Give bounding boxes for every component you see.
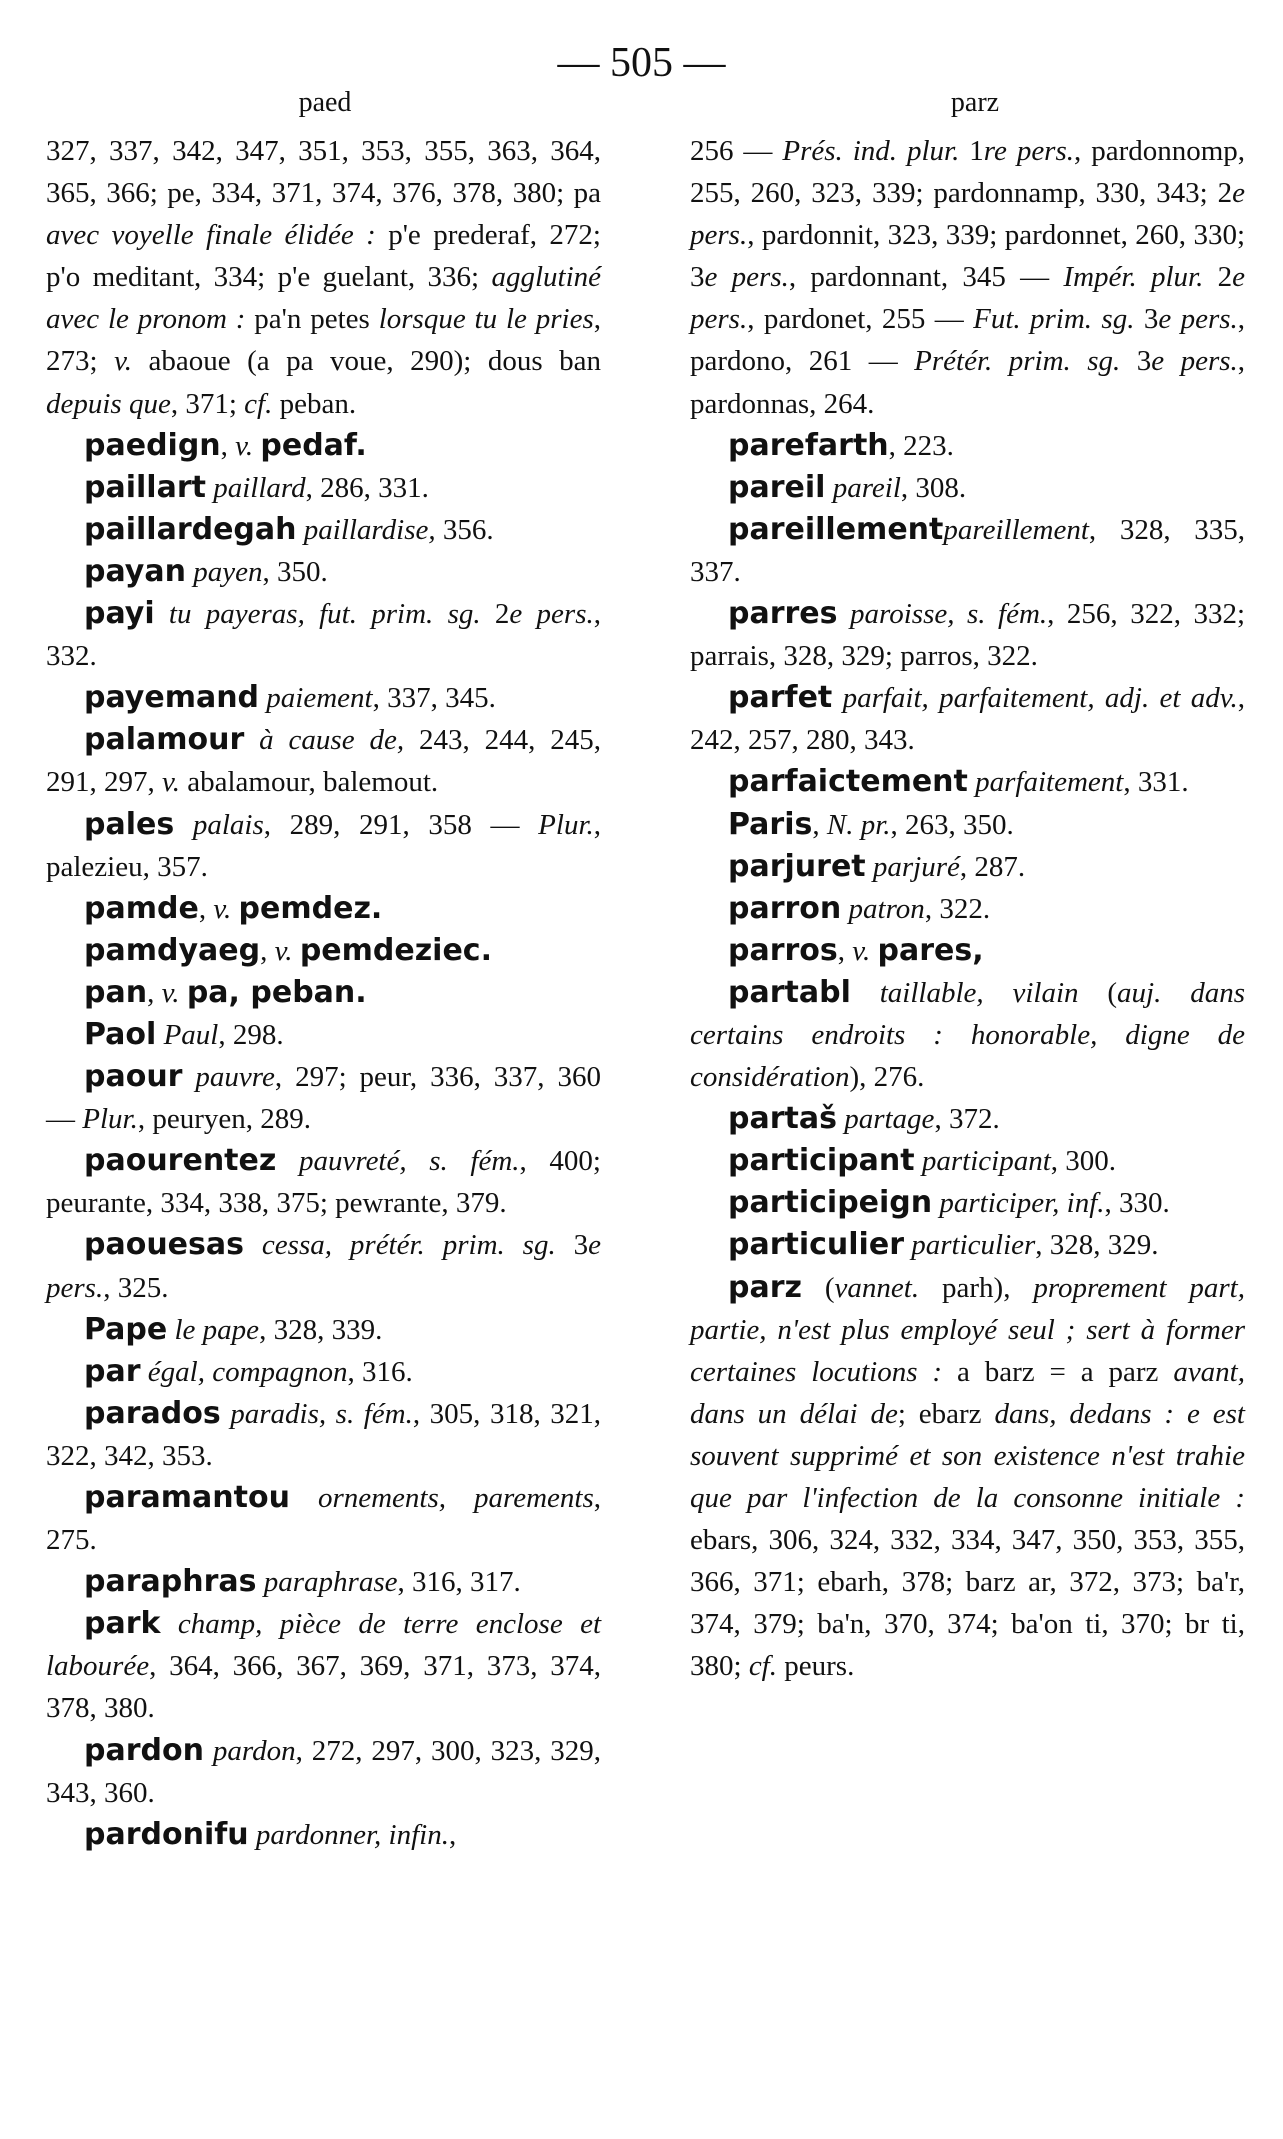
- entry-text: v.: [274, 934, 293, 967]
- entry-text: dans, dedans :: [994, 1397, 1175, 1430]
- entry-text: , 275.: [46, 1482, 601, 1557]
- entry-text: [160, 1608, 177, 1640]
- entry-text: 2: [480, 598, 510, 631]
- entry-text: pauvreté, s. fém.: [298, 1145, 520, 1178]
- entry-text: [276, 1145, 299, 1177]
- entry-text: , pardonnomp, 255, 260, 323, 339; pardonnamp, 330, 343; 2: [690, 135, 1246, 210]
- entry-text: , 350.: [262, 555, 328, 588]
- headword: paillardegah: [84, 511, 297, 547]
- dictionary-entry: [46, 1014, 601, 1056]
- entry-text: , 316.: [347, 1355, 413, 1388]
- headword: parron: [728, 890, 842, 926]
- entry-text: vannet.: [834, 1271, 920, 1304]
- entry-text: [838, 598, 851, 630]
- headword: paedign: [84, 427, 221, 463]
- dictionary-entry: [46, 1351, 601, 1393]
- entry-text: abaoue (a pa voue, 290); dous ban: [132, 345, 602, 378]
- entry-text: ; ebarz: [897, 1397, 995, 1430]
- entry-text: e: [509, 598, 523, 631]
- headword: pardonifu: [84, 1816, 249, 1852]
- headword: pares,: [877, 932, 984, 968]
- entry-text: , 337, 345.: [372, 682, 496, 715]
- running-head-right: parz: [950, 87, 1000, 118]
- dictionary-entry: [46, 677, 601, 719]
- headword: pa, peban.: [186, 974, 367, 1010]
- headword: pareillement: [728, 511, 944, 547]
- dictionary-entry: [46, 804, 601, 888]
- dictionary-entry: [46, 1730, 601, 1814]
- entry-text: [832, 682, 842, 714]
- entry-text: [1174, 1398, 1187, 1430]
- entry-text: v.: [235, 429, 254, 462]
- dictionary-entry: [46, 593, 601, 677]
- entry-text: auj. dans certains endroits : honorable, digne de considération: [690, 976, 1245, 1094]
- entry-text: [290, 1482, 318, 1514]
- entry-text: pers.: [46, 1271, 104, 1304]
- entry-text: ebars, 306, 324, 332, 334, 347, 350, 353, 355, 366, 371; ebarh, 378; barz ar, 372, 373; ba'r, 374, 379; ba'n, 370, 374; ba'on ti, 370; br ti, 380;: [690, 1524, 1245, 1683]
- headword: palamour: [84, 722, 245, 758]
- headword: pamde: [84, 890, 199, 926]
- entry-text: [156, 1019, 163, 1051]
- entry-text: 2: [1203, 261, 1233, 294]
- entry-text: e est souvent supprimé et son existence n'est trahie que par l'infection de la consonne initiale :: [690, 1397, 1245, 1514]
- dictionary-entry: [690, 509, 1245, 593]
- entry-text: [180, 977, 187, 1009]
- entry-text: ,: [448, 1818, 457, 1851]
- dictionary-entry: [690, 425, 1245, 467]
- entry-text: pers.: [690, 219, 748, 252]
- entry-text: Plur.: [538, 808, 594, 841]
- entry-text: e: [588, 1229, 602, 1262]
- entry-text: cf.: [748, 1650, 777, 1683]
- entry-text: re: [983, 135, 1007, 167]
- entry-text: pardon: [212, 1734, 296, 1767]
- entry-text: le pape: [174, 1313, 260, 1346]
- entry-text: , pardonet, 255 —: [747, 303, 974, 336]
- entry-text: ), 276.: [849, 1061, 925, 1094]
- headword: parz: [728, 1269, 802, 1305]
- headword: Paol: [84, 1016, 157, 1052]
- headword: parfaictement: [728, 764, 968, 800]
- entry-text: ,: [220, 429, 236, 462]
- entry-text: tu payeras, fut. prim. sg.: [168, 598, 481, 631]
- entry-text: ,: [260, 934, 275, 967]
- headword: participant: [728, 1143, 915, 1179]
- entry-text: [297, 514, 304, 546]
- dictionary-entry: [690, 677, 1245, 761]
- entry-text: , pardonnit, 323, 339; pardonnet, 260, 330; 3: [690, 219, 1245, 294]
- headword: parjuret: [728, 848, 866, 884]
- headword: paramantou: [84, 1480, 290, 1515]
- entry-text: [231, 893, 238, 925]
- dictionary-entry: [46, 1393, 601, 1477]
- entry-text: pareil: [832, 471, 901, 504]
- entry-text: champ, pièce de terre enclose et labourée: [46, 1608, 601, 1683]
- entry-text: pers.: [1180, 345, 1238, 378]
- dictionary-entry: [46, 1224, 601, 1308]
- entry-text: pers.: [1016, 135, 1075, 167]
- entry-text: e: [1158, 303, 1172, 336]
- entry-text: proprement part, partie, n'est plus employé seul ; sert à former certaines locutions :: [690, 1271, 1245, 1388]
- entry-text: [244, 724, 259, 756]
- entry-text: paradis, s. fém.: [230, 1397, 413, 1430]
- entry-text: 356.: [435, 513, 494, 546]
- dictionary-entry: [46, 1309, 601, 1351]
- entry-text: Impér. plur.: [1063, 261, 1204, 294]
- dictionary-entry: [690, 930, 1245, 972]
- headword: par: [84, 1353, 141, 1389]
- entry-text: , 223.: [888, 429, 954, 462]
- entry-text: pardonner, infin.: [255, 1818, 449, 1851]
- entry-text: v.: [852, 934, 871, 967]
- headword: partaš: [728, 1101, 837, 1137]
- entry-text: [1007, 135, 1017, 167]
- dictionary-entry: [46, 1477, 601, 1561]
- entry-text: 3: [1120, 345, 1152, 378]
- headword: Paris: [728, 806, 813, 842]
- entry-text: [1171, 303, 1180, 335]
- entry-text: e: [1232, 261, 1246, 294]
- entry-text: [174, 809, 193, 841]
- headword: paouesas: [84, 1227, 244, 1263]
- entry-text: 1: [959, 135, 984, 167]
- entry-text: paillard: [213, 471, 306, 504]
- entry-text: , palezieu, 357.: [46, 808, 602, 883]
- entry-text: abalamour, balemout.: [179, 766, 439, 799]
- entry-text: , 332.: [46, 598, 601, 673]
- entry-text: [293, 935, 300, 967]
- dictionary-entry: [46, 1814, 601, 1856]
- dictionary-entry: [46, 551, 601, 593]
- dictionary-entry: [46, 930, 601, 972]
- entry-text: [155, 598, 169, 630]
- headword: Pape: [84, 1311, 168, 1347]
- entry-text: [221, 1398, 231, 1430]
- entry-text: [249, 1819, 256, 1851]
- entry-text: particulier: [911, 1229, 1036, 1262]
- entry-text: agglutiné avec le pronom :: [46, 261, 601, 336]
- headword: paour: [84, 1059, 183, 1095]
- headword: pareil: [728, 469, 826, 505]
- entry-text: [851, 977, 880, 1009]
- entry-text: a barz = a parz: [942, 1355, 1174, 1388]
- entry-text: , pardonnas, 264.: [690, 345, 1246, 420]
- dictionary-entry: [690, 846, 1245, 888]
- entry-text: , 322.: [924, 892, 991, 925]
- entry-text: , 400; peurante, 334, 338, 375; pewrante, 379.: [46, 1145, 601, 1220]
- entry-text: , 316, 317.: [397, 1566, 521, 1599]
- entry-text: , 328, 335, 337.: [690, 513, 1245, 588]
- entry-text: [841, 893, 848, 925]
- entry-text: partage: [844, 1103, 935, 1136]
- entry-text: , 331.: [1123, 766, 1189, 799]
- running-head-left: paed: [298, 87, 352, 118]
- entry-text: ,: [147, 976, 162, 1009]
- headword: parros: [728, 932, 838, 968]
- entry-text: [141, 1356, 148, 1388]
- headword: payemand: [84, 680, 260, 716]
- entry-text: à cause de,: [259, 724, 405, 757]
- entry-text: , 364, 366, 367, 369, 371, 373, 374, 378, 380.: [46, 1650, 601, 1725]
- entry-text: lorsque tu le pries: [378, 303, 594, 336]
- entry-text: patron: [848, 892, 925, 925]
- entry-text: parfait, parfaitement, adj. et adv.: [842, 682, 1238, 715]
- entry-text: , pardono, 261 —: [690, 303, 1246, 378]
- entry-text: e: [1232, 177, 1245, 210]
- entry-text: [167, 1314, 174, 1346]
- entry-text: e: [1151, 345, 1165, 378]
- dictionary-entry: [690, 593, 1245, 677]
- dictionary-entry: [46, 1140, 601, 1224]
- entry-text: parfaitement: [975, 766, 1124, 799]
- entry-text: cf.: [244, 387, 273, 420]
- headword: pales: [84, 806, 175, 842]
- entry-text: peurs.: [777, 1650, 855, 1683]
- entry-continuation: [46, 130, 601, 425]
- headword: parados: [84, 1395, 221, 1431]
- right-column: [690, 130, 1245, 1687]
- entry-text: paroisse, s. fém.: [850, 598, 1048, 631]
- entry-text: , 289, 291, 358 —: [263, 808, 539, 841]
- dictionary-entry: [46, 425, 601, 467]
- entry-text: [825, 472, 832, 504]
- entry-text: 256 —: [690, 135, 783, 167]
- entry-text: pers.: [536, 598, 594, 631]
- headword: pan: [84, 974, 148, 1010]
- entry-text: , 330.: [1104, 1187, 1170, 1220]
- left-column: [46, 130, 601, 1856]
- entry-text: pareillement: [943, 513, 1089, 546]
- entry-text: paraphrase: [263, 1566, 398, 1599]
- entry-text: pers.: [731, 261, 789, 294]
- dictionary-entry: [46, 719, 601, 803]
- entry-text: depuis que: [46, 387, 171, 420]
- entry-text: pa'n petes: [245, 303, 379, 336]
- headword: pedaf.: [260, 427, 367, 463]
- entry-text: cessa, prétér. prim. sg.: [261, 1229, 556, 1262]
- entry-text: v.: [114, 345, 133, 378]
- entry-text: 327, 337, 342, 347, 351, 353, 355, 363, 364, 365, 366; pe, 334, 371, 374, 376, 378, 380; pa: [46, 135, 601, 210]
- dictionary-entry: [690, 1267, 1245, 1688]
- entry-text: (: [801, 1271, 835, 1304]
- entry-text: parh),: [919, 1271, 1034, 1304]
- headword: pemdeziec.: [299, 932, 492, 968]
- dictionary-entry: [46, 972, 601, 1014]
- headword: pemdez.: [238, 890, 383, 926]
- entry-text: , 298.: [218, 1018, 284, 1051]
- entry-text: , peuryen, 289.: [137, 1103, 311, 1136]
- page-number: — 505 —: [557, 40, 726, 86]
- entry-text: avant, dans un délai de: [690, 1355, 1245, 1430]
- headword: pardon: [84, 1732, 204, 1768]
- entry-text: [866, 851, 873, 883]
- entry-text: v.: [162, 766, 180, 799]
- entry-text: , 371;: [170, 387, 245, 420]
- headword: parfet: [728, 680, 833, 716]
- entry-text: pers.: [690, 303, 748, 336]
- headword: parefarth: [728, 427, 889, 463]
- entry-text: Fut. prim. sg.: [973, 303, 1135, 336]
- dictionary-entry: [690, 467, 1245, 509]
- entry-text: payen: [193, 555, 263, 588]
- entry-text: avec voyelle finale élidée :: [46, 219, 376, 252]
- headword: paourentez: [84, 1143, 277, 1179]
- entry-text: , 287.: [959, 850, 1026, 883]
- entry-text: , 263, 350.: [890, 808, 1014, 841]
- entry-text: [870, 935, 877, 967]
- entry-text: e: [704, 261, 718, 294]
- dictionary-entry: [46, 467, 601, 509]
- entry-text: , 242, 257, 280, 343.: [690, 682, 1245, 757]
- entry-text: v.: [161, 976, 180, 1009]
- entry-text: Plur.: [82, 1103, 138, 1136]
- entry-text: v.: [213, 892, 232, 925]
- entry-text: paiement: [266, 682, 373, 715]
- entry-text: 243, 244, 245, 291, 297,: [46, 724, 602, 799]
- entry-text: [1164, 345, 1180, 377]
- entry-text: ,: [812, 808, 827, 841]
- headword: payan: [84, 553, 186, 589]
- dictionary-entry: [46, 509, 601, 551]
- entry-text: , 273;: [46, 303, 601, 378]
- entry-text: peban.: [272, 387, 357, 420]
- entry-text: p'e prederaf, 272; p'o meditant, 334; p'e guelant, 336;: [46, 219, 601, 294]
- entry-text: , 308.: [900, 471, 967, 504]
- entry-text: [182, 1061, 195, 1093]
- headword: particulier: [728, 1227, 904, 1263]
- entry-text: N. pr.: [826, 808, 891, 841]
- entry-continuation: [690, 130, 1245, 425]
- entry-text: 3: [555, 1229, 589, 1262]
- entry-text: participant: [921, 1145, 1051, 1178]
- dictionary-entry: [46, 888, 601, 930]
- entry-text: 3: [1134, 303, 1159, 336]
- dictionary-entry: [46, 1603, 601, 1729]
- entry-text: , 256, 322, 332; parrais, 328, 329; parros, 322.: [690, 598, 1246, 673]
- entry-text: , 300.: [1050, 1145, 1117, 1178]
- entry-text: [717, 261, 731, 293]
- entry-text: (: [1078, 976, 1118, 1009]
- entry-text: , 286, 331.: [305, 471, 429, 504]
- entry-text: , 325.: [103, 1271, 169, 1304]
- entry-text: , 297; peur, 336, 337, 360 —: [46, 1061, 601, 1136]
- dictionary-entry: [46, 1056, 601, 1140]
- dictionary-entry: [690, 888, 1245, 930]
- dictionary-entry: [690, 1098, 1245, 1140]
- entry-text: [257, 1566, 264, 1598]
- entry-text: ,: [198, 892, 214, 925]
- entry-text: pers.: [1180, 303, 1238, 336]
- entry-text: , 305, 318, 321, 322, 342, 353.: [46, 1397, 602, 1472]
- entry-text: participer, inf.: [939, 1187, 1105, 1220]
- entry-text: Prétér. prim. sg.: [914, 345, 1121, 378]
- headword: paraphras: [84, 1564, 257, 1600]
- entry-text: pauvre: [195, 1061, 275, 1094]
- dictionary-entry: [46, 1561, 601, 1603]
- entry-text: , 328, 329.: [1035, 1229, 1159, 1262]
- entry-text: , 372.: [934, 1103, 1000, 1136]
- dictionary-entry: [690, 1140, 1245, 1182]
- dictionary-entry: [690, 972, 1245, 1098]
- dictionary-entry: [690, 761, 1245, 803]
- headword: pamdyaeg: [84, 932, 261, 968]
- entry-text: [915, 1145, 922, 1177]
- entry-text: Paul: [163, 1018, 219, 1051]
- entry-text: , 272, 297, 300, 323, 329, 343, 360.: [46, 1734, 602, 1809]
- entry-text: , 328, 339.: [259, 1313, 383, 1346]
- entry-text: [204, 1735, 213, 1767]
- entry-text: [522, 598, 536, 630]
- entry-text: paillardise,: [303, 513, 436, 546]
- entry-text: , pardonnant, 345 —: [788, 261, 1064, 294]
- headword: paillart: [84, 469, 206, 505]
- entry-text: taillable, vilain: [879, 976, 1079, 1009]
- entry-text: égal, compagnon: [147, 1355, 348, 1388]
- entry-text: [244, 1229, 262, 1261]
- entry-text: Prés. ind. plur.: [782, 135, 960, 167]
- entry-text: ornements, parements: [317, 1482, 594, 1514]
- entry-text: palais: [192, 808, 264, 841]
- dictionary-entry: [690, 1182, 1245, 1224]
- entry-text: parjuré: [872, 850, 960, 883]
- dictionary-entry: [690, 1224, 1245, 1266]
- headword: participeign: [728, 1185, 933, 1221]
- headword: partabl: [728, 974, 851, 1010]
- headword: park: [84, 1606, 161, 1642]
- entry-text: ,: [837, 934, 853, 967]
- headword: payi: [84, 596, 155, 632]
- dictionary-entry: [690, 804, 1245, 846]
- headword: parres: [728, 596, 838, 632]
